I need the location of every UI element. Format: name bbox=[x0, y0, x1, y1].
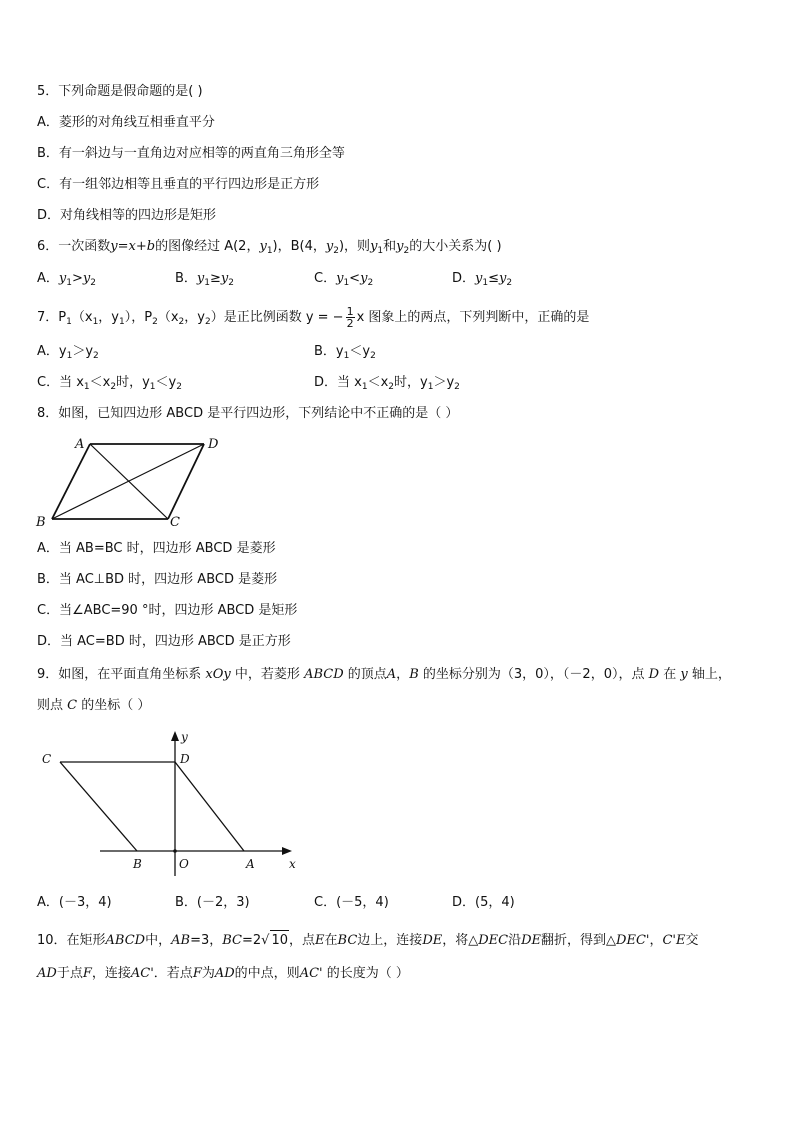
q7-sub: 1 bbox=[343, 351, 350, 361]
point-label-d: D bbox=[180, 752, 190, 766]
q6-y: y bbox=[360, 271, 368, 286]
q10-text: F bbox=[192, 966, 202, 981]
q9-text: A bbox=[386, 667, 397, 682]
point-label-a: A bbox=[246, 857, 255, 871]
q10-text: 沿 bbox=[508, 933, 522, 948]
point-label-c: C bbox=[42, 752, 52, 766]
q6-option-b bbox=[175, 271, 234, 287]
q10-text: =3， bbox=[190, 933, 223, 948]
q10-text: 10．在矩形 bbox=[37, 933, 106, 948]
q6-stem bbox=[37, 239, 502, 255]
q7-sub: 2 bbox=[110, 382, 117, 392]
q10-text: AD bbox=[37, 966, 57, 981]
q7-sub: 2 bbox=[152, 317, 158, 327]
q7-text: ，y bbox=[98, 310, 119, 325]
q6-prefix: 6．一次函数 bbox=[37, 239, 111, 254]
option-label: C． bbox=[314, 271, 337, 286]
vertex-label-a: A bbox=[75, 437, 85, 452]
q7-text: ），P bbox=[124, 310, 153, 325]
q9-text: ， bbox=[396, 667, 410, 682]
q6-sub: 2 bbox=[506, 278, 513, 288]
q7-text: ，y bbox=[184, 310, 205, 325]
q7-text: ＞y bbox=[72, 344, 94, 359]
q10-text: AC' bbox=[130, 966, 154, 981]
q6-sub: 1 bbox=[66, 278, 72, 288]
q5-option-a: A．菱形的对角线互相垂直平分 bbox=[37, 115, 215, 130]
q10-text: ABCD bbox=[105, 933, 146, 948]
axis-label-x: x bbox=[289, 857, 296, 871]
q10-text: 边上，连接 bbox=[357, 933, 423, 948]
q6-option-d bbox=[452, 271, 512, 287]
q9-option-d: D．(5，4) bbox=[452, 895, 515, 910]
q9-text: y bbox=[680, 667, 688, 682]
q7-text: ＜x bbox=[367, 375, 389, 390]
q6-y: y bbox=[499, 271, 507, 286]
q7-sub: 1 bbox=[66, 351, 73, 361]
q10-text: AB bbox=[171, 933, 191, 948]
q6-sub: 1 bbox=[343, 278, 350, 288]
q7-text: （x bbox=[157, 310, 179, 325]
option-label: D． bbox=[452, 271, 476, 286]
q7-sub: 2 bbox=[204, 317, 211, 327]
q10-sqrt-radicand: 10 bbox=[270, 930, 289, 951]
q6-text: 和 bbox=[383, 239, 397, 254]
q7-text: A．y bbox=[37, 344, 67, 359]
q6-operator: ≤ bbox=[488, 271, 500, 286]
segment-dc bbox=[168, 444, 204, 519]
q10-text: =2 bbox=[242, 933, 262, 948]
q10-text: DEC bbox=[478, 933, 509, 948]
q9-text: C bbox=[67, 698, 78, 713]
option-label: B． bbox=[175, 271, 197, 286]
q7-text: ＜y bbox=[155, 375, 177, 390]
q10-text: DE bbox=[521, 933, 542, 948]
q7-text: B．y bbox=[314, 344, 344, 359]
q7-text: x 图象上的两点，下列判断中，正确的是 bbox=[356, 310, 590, 325]
q9-text: 的坐标（ ） bbox=[81, 698, 151, 713]
q10-text: C'E bbox=[662, 933, 686, 948]
q9-text: xOy bbox=[205, 667, 231, 682]
q7-text: C．当 x bbox=[37, 375, 84, 390]
q9-text: 的坐标分别为（3，0），（－2，0），点 bbox=[422, 667, 645, 682]
q7-option-c bbox=[37, 375, 182, 391]
q10-text: ， bbox=[649, 933, 663, 948]
q7-sub: 2 bbox=[454, 382, 460, 392]
q7-sub: 2 bbox=[370, 351, 376, 361]
q7-denominator: 2 bbox=[346, 317, 354, 330]
vertex-label-b: B bbox=[36, 515, 46, 530]
q6-sub: 1 bbox=[204, 278, 211, 288]
q6-operator: ≥ bbox=[210, 271, 221, 286]
point-label-o: O bbox=[179, 857, 189, 871]
q9-text: 中，若菱形 bbox=[234, 667, 300, 682]
y-axis-arrow-icon bbox=[171, 731, 179, 741]
q8-stem: 8．如图，已知四边形 ABCD 是平行四边形，下列结论中不正确的是（ ） bbox=[37, 406, 459, 421]
q5-option-b: B．有一斜边与一直角边对应相等的两直角三角形全等 bbox=[37, 146, 345, 161]
diagonal-bd bbox=[52, 444, 204, 519]
q9-option-b: B．(－2，3) bbox=[175, 895, 250, 910]
q9-text: B bbox=[409, 667, 419, 682]
q7-text: ＜y bbox=[349, 344, 371, 359]
q6-sub: 1 bbox=[377, 246, 384, 256]
segment-ab bbox=[52, 444, 90, 519]
q10-stem-line2 bbox=[37, 966, 409, 982]
q6-text: 的图像经过 A(2， bbox=[155, 239, 260, 254]
q10-text: E bbox=[315, 933, 325, 948]
q10-text: BC bbox=[337, 933, 358, 948]
q7-sub: 2 bbox=[176, 382, 182, 392]
q6-y: y bbox=[82, 271, 91, 286]
q7-option-a bbox=[37, 344, 99, 360]
point-label-b: B bbox=[133, 857, 142, 871]
q10-text: DEC' bbox=[616, 933, 650, 948]
q7-text: D．当 x bbox=[314, 375, 362, 390]
q6-sub: 2 bbox=[403, 246, 410, 256]
option-label: A． bbox=[37, 271, 59, 286]
q10-text: ．若点 bbox=[153, 966, 193, 981]
x-axis-arrow-icon bbox=[282, 847, 292, 855]
q10-stem-line1 bbox=[37, 930, 699, 951]
q9-text: 轴上， bbox=[691, 667, 731, 682]
q7-text: 时，y bbox=[116, 375, 150, 390]
q9-text: 在 bbox=[663, 667, 677, 682]
q6-sub: 1 bbox=[266, 246, 273, 256]
q6-y: y bbox=[370, 239, 378, 254]
q5-option-c: C．有一组邻边相等且垂直的平行四边形是正方形 bbox=[37, 177, 320, 192]
q6-y: y bbox=[220, 271, 229, 286]
sqrt-sign: √ bbox=[261, 933, 270, 948]
q10-text: F bbox=[82, 966, 92, 981]
vertex-label-d: D bbox=[208, 437, 219, 452]
q7-sub: 2 bbox=[93, 351, 99, 361]
q9-stem-line1 bbox=[37, 667, 731, 683]
q7-text: 时，y bbox=[394, 375, 428, 390]
q6-function: y=x+b bbox=[110, 239, 156, 254]
q6-y: y bbox=[396, 239, 404, 254]
q6-sub: 1 bbox=[482, 278, 489, 288]
q7-sub: 1 bbox=[66, 317, 72, 327]
q6-text: 的大小关系为( ) bbox=[409, 239, 502, 254]
q9-stem-line2 bbox=[37, 698, 150, 714]
q10-text: 的中点，则 bbox=[234, 966, 300, 981]
q6-option-c bbox=[314, 271, 373, 287]
q8-parallelogram-figure bbox=[30, 430, 230, 530]
q8-option-d: D．当 AC=BD 时，四边形 ABCD 是正方形 bbox=[37, 634, 291, 649]
q6-y: y bbox=[336, 271, 344, 286]
q10-text: BC bbox=[222, 933, 242, 948]
q6-text: )，B(4， bbox=[272, 239, 326, 254]
vertex-label-c: C bbox=[170, 515, 180, 530]
q6-option-a bbox=[37, 271, 96, 287]
q10-text: DE bbox=[422, 933, 443, 948]
q9-text: D bbox=[648, 667, 660, 682]
q10-text: 的长度为（ ） bbox=[326, 966, 409, 981]
q7-sub: 1 bbox=[149, 382, 156, 392]
q6-text: )，则 bbox=[338, 239, 371, 254]
q9-text: 的顶点 bbox=[347, 667, 387, 682]
origin-point bbox=[173, 849, 177, 853]
q9-text: 9．如图，在平面直角坐标系 bbox=[37, 667, 202, 682]
q9-text: 则点 bbox=[37, 698, 64, 713]
q7-sub: 2 bbox=[388, 382, 395, 392]
q7-text: （x bbox=[71, 310, 93, 325]
q7-sub: 2 bbox=[178, 317, 185, 327]
q9-text: ABCD bbox=[304, 667, 344, 682]
q10-text: 于点 bbox=[56, 966, 83, 981]
q7-text: ）是正比例函数 y = − bbox=[210, 310, 344, 325]
q7-text: ＜x bbox=[89, 375, 111, 390]
q6-y: y bbox=[259, 239, 267, 254]
segment-cb bbox=[60, 762, 137, 851]
q5-option-d: D．对角线相等的四边形是矩形 bbox=[37, 208, 217, 223]
segment-da bbox=[175, 762, 244, 851]
q7-text: ＞y bbox=[433, 375, 455, 390]
q10-text: 交 bbox=[685, 933, 699, 948]
q6-y: y bbox=[475, 271, 483, 286]
q7-sub: 1 bbox=[427, 382, 434, 392]
q10-text: 翻折，得到△ bbox=[541, 933, 617, 948]
q8-option-a: A．当 AB=BC 时，四边形 ABCD 是菱形 bbox=[37, 541, 276, 556]
q6-y: y bbox=[58, 271, 67, 286]
q6-sub: 2 bbox=[333, 246, 339, 256]
q7-sub: 1 bbox=[92, 317, 99, 327]
q6-sub: 2 bbox=[90, 278, 96, 288]
q7-fraction bbox=[346, 306, 355, 329]
q8-option-b: B．当 AC⊥BD 时，四边形 ABCD 是菱形 bbox=[37, 572, 278, 587]
axis-label-y: y bbox=[181, 730, 188, 744]
q10-text: 在 bbox=[324, 933, 338, 948]
q10-text: 中， bbox=[145, 933, 172, 948]
q7-sub: 1 bbox=[83, 382, 90, 392]
q8-option-c: C．当∠ABC=90 °时，四边形 ABCD 是矩形 bbox=[37, 603, 298, 618]
q7-stem bbox=[37, 306, 589, 329]
q10-text: AC' bbox=[299, 966, 323, 981]
q6-operator: < bbox=[349, 271, 361, 286]
q9-option-a: A．(－3，4) bbox=[37, 895, 112, 910]
q6-y: y bbox=[196, 271, 205, 286]
q6-operator: > bbox=[72, 271, 83, 286]
q7-option-b bbox=[314, 344, 376, 360]
q10-text: ，连接 bbox=[91, 966, 131, 981]
q10-text: AD bbox=[214, 966, 235, 981]
q5-stem: 5．下列命题是假命题的是( ) bbox=[37, 84, 203, 99]
q10-text: 为 bbox=[201, 966, 215, 981]
q7-text: 7．P bbox=[37, 310, 67, 325]
q10-text: ，将△ bbox=[442, 933, 479, 948]
q10-text: ，点 bbox=[289, 933, 316, 948]
q9-coordinate-figure bbox=[30, 728, 310, 878]
q7-option-d bbox=[314, 375, 460, 391]
q9-option-c: C．(－5，4) bbox=[314, 895, 389, 910]
q6-sub: 2 bbox=[228, 278, 235, 288]
q6-sub: 2 bbox=[367, 278, 374, 288]
q7-numerator: 1 bbox=[346, 305, 354, 318]
q7-sub: 1 bbox=[119, 317, 125, 327]
q7-sub: 1 bbox=[361, 382, 368, 392]
q6-y: y bbox=[325, 239, 334, 254]
